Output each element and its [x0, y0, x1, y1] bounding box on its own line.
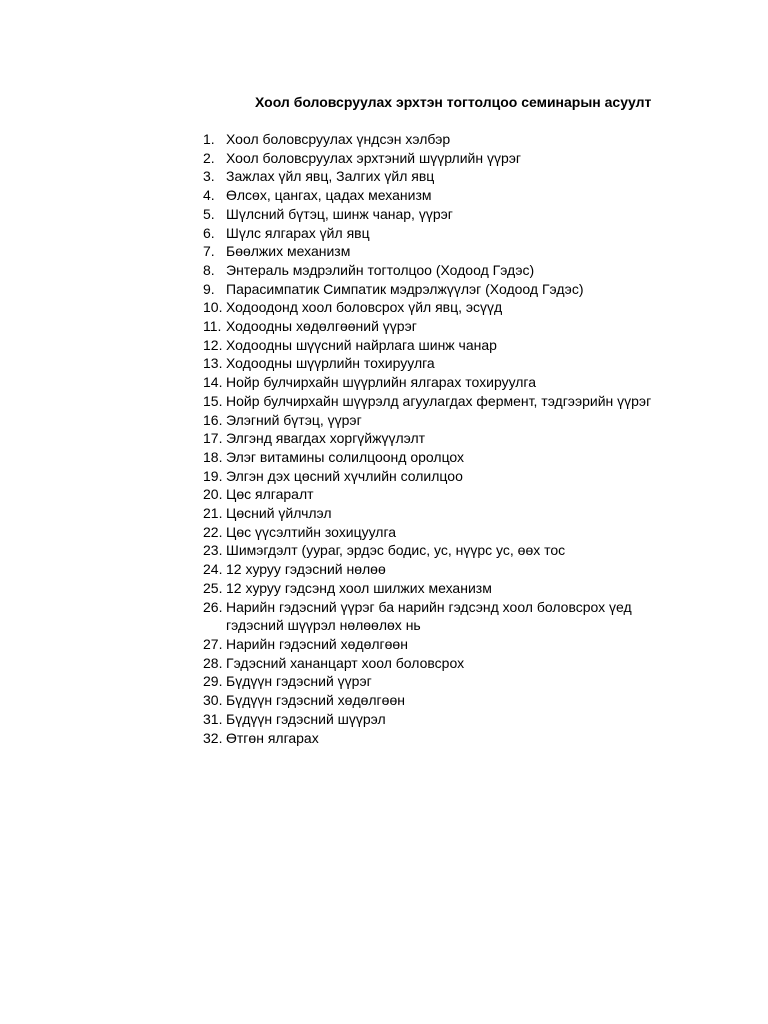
question-row: [203, 560, 651, 579]
question-item: [203, 298, 651, 317]
question-row: [203, 186, 651, 205]
question-row: [203, 280, 651, 299]
question-row: [203, 485, 651, 504]
question-text: Парасимпатик Симпатик мэдрэлжүүлэг (Ходоод Гэдэс): [226, 280, 584, 297]
question-text: Цөсний үйлчлэл: [226, 505, 332, 522]
question-row: [203, 130, 651, 149]
question-number: 4.: [203, 187, 215, 204]
question-text: Ходоодны шүүсний найрлага шинж чанар: [226, 336, 497, 353]
question-number: 14.: [203, 374, 223, 391]
question-row: [203, 261, 651, 280]
question-item: [203, 336, 651, 355]
question-row: [203, 167, 651, 186]
question-row: [203, 729, 651, 748]
question-number: 29.: [203, 673, 223, 690]
question-row: [203, 149, 651, 168]
question-text: Нарийн гэдэсний үүрэг ба нарийн гэдсэнд хоол боловсрох үед: [226, 598, 632, 615]
question-item: [203, 560, 651, 579]
question-row: [203, 354, 651, 373]
question-row: [203, 448, 651, 467]
question-row: [203, 504, 651, 523]
question-text: Өлсөх, цангах, цадах механизм: [226, 187, 432, 204]
question-item: [203, 411, 651, 430]
question-item: [203, 598, 651, 635]
question-row: [203, 691, 651, 710]
question-text: Цөс үүсэлтийн зохицуулга: [226, 523, 397, 540]
question-item: [203, 186, 651, 205]
question-number: 12.: [203, 336, 223, 353]
question-row: [203, 242, 651, 261]
question-number: 8.: [203, 261, 215, 278]
question-row: [203, 523, 651, 542]
question-text: Нарийн гэдэсний хөдөлгөөн: [226, 635, 408, 652]
question-number: 15.: [203, 392, 223, 409]
question-text: Нойр булчирхайн шүүрлийн ялгарах тохируулга: [226, 374, 537, 391]
question-row: [203, 541, 651, 560]
question-number: 6.: [203, 224, 215, 241]
question-item: [203, 523, 651, 542]
question-row: [203, 654, 651, 673]
question-item: [203, 373, 651, 392]
question-number: 32.: [203, 729, 223, 746]
question-number: 3.: [203, 168, 215, 185]
question-text: Шүлсний бүтэц, шинж чанар, үүрэг: [226, 205, 453, 222]
question-text: Хоол боловсруулах үндсэн хэлбэр: [226, 131, 451, 147]
question-item: [203, 261, 651, 280]
question-number: 16.: [203, 411, 223, 428]
question-item: [203, 149, 651, 168]
question-row: [203, 224, 651, 243]
question-number: 24.: [203, 561, 223, 578]
question-row: [203, 429, 651, 448]
question-item: [203, 392, 651, 411]
question-number: 23.: [203, 542, 223, 559]
question-text: Ходоодны шүүрлийн тохируулга: [226, 355, 435, 372]
question-number: 11.: [203, 318, 222, 335]
question-text: 12 хуруу гэдэсний нөлөө: [226, 561, 386, 578]
question-text: Нойр булчирхайн шүүрэлд агуулагдах фермент, тэдгээрийн үүрэг: [226, 392, 652, 409]
question-item: [203, 448, 651, 467]
question-text: Цөс ялгаралт: [226, 486, 314, 503]
page-title: Хоол боловсруулах эрхтэн тогтолцоо семинарын асуулт: [255, 94, 652, 110]
question-item: [203, 579, 651, 598]
question-number: 31.: [203, 710, 223, 727]
question-number: 25.: [203, 579, 223, 596]
question-number: 2.: [203, 149, 215, 166]
question-text: Өтгөн ялгарах: [226, 729, 319, 746]
question-number: 17.: [203, 430, 223, 447]
question-text: Ходоодонд хоол боловсрох үйл явц, эсүүд: [226, 299, 503, 316]
question-number: 26.: [203, 598, 223, 615]
question-text: Ходоодны хөдөлгөөний үүрэг: [226, 318, 417, 335]
question-item: [203, 205, 651, 224]
question-item: [203, 280, 651, 299]
question-text: Энтераль мэдрэлийн тогтолцоо (Ходоод Гэдэс): [226, 261, 535, 278]
question-number: 27.: [203, 635, 223, 652]
question-text: Хоол боловсруулах эрхтэний шүүрлийн үүрэг: [226, 149, 521, 166]
question-text: Бөөлжих механизм: [226, 243, 351, 260]
question-item: [203, 672, 651, 691]
question-number: 5.: [203, 205, 215, 222]
question-item: [203, 130, 651, 149]
question-text: Шимэгдэлт (уураг, эрдэс бодис, ус, нүүрс ус, өөх тос: [226, 542, 566, 559]
question-number: 7.: [203, 243, 215, 260]
question-item: [203, 541, 651, 560]
question-number: 18.: [203, 448, 223, 465]
question-row: [203, 672, 651, 691]
question-number: 20.: [203, 486, 223, 503]
question-item: [203, 654, 651, 673]
question-item: [203, 242, 651, 261]
question-text: Элгэнд явагдах хоргүйжүүлэлт: [226, 430, 426, 447]
question-text: Зажлах үйл явц, Залгих үйл явц: [226, 168, 435, 185]
question-row: [203, 598, 651, 617]
question-row: [203, 411, 651, 430]
question-row: [203, 205, 651, 224]
question-row: [203, 317, 651, 336]
question-number: 13.: [203, 355, 223, 372]
question-text: Элэг витамины солилцоонд оролцох: [226, 448, 465, 465]
question-row: [203, 336, 651, 355]
question-text: Гэдэсний хананцарт хоол боловсрох: [226, 654, 465, 671]
question-item: [203, 317, 651, 336]
question-number: 1.: [203, 131, 215, 147]
question-number: 10.: [203, 299, 223, 316]
question-item: [203, 224, 651, 243]
question-text-continuation: гэдэсний шүүрэл нөлөөлөх нь: [226, 617, 421, 634]
question-text: 12 хуруу гэдсэнд хоол шилжих механизм: [226, 579, 492, 596]
question-number: 30.: [203, 692, 223, 709]
question-row: [203, 298, 651, 317]
question-row: [203, 373, 651, 392]
question-item: [203, 485, 651, 504]
question-item: [203, 691, 651, 710]
question-number: 22.: [203, 523, 223, 540]
question-text: Элэгний бүтэц, үүрэг: [226, 411, 362, 428]
question-item: [203, 635, 651, 654]
question-text: Бүдүүн гэдэсний хөдөлгөөн: [226, 692, 405, 709]
question-row: [203, 392, 651, 411]
question-text: Элгэн дэх цөсний хүчлийн солилцоо: [226, 467, 463, 484]
question-row: [203, 710, 651, 729]
question-row: [203, 579, 651, 598]
question-item: [203, 729, 651, 748]
question-number: 21.: [203, 505, 223, 522]
question-text: Бүдүүн гэдэсний үүрэг: [226, 673, 372, 690]
question-number: 9.: [203, 280, 215, 297]
question-item: [203, 467, 651, 486]
question-item: [203, 354, 651, 373]
question-item: [203, 429, 651, 448]
question-text: Шүлс ялгарах үйл явц: [226, 224, 370, 241]
question-item: [203, 167, 651, 186]
question-text: Бүдүүн гэдэсний шүүрэл: [226, 710, 386, 727]
question-row: [203, 635, 651, 654]
question-number: 19.: [203, 467, 223, 484]
question-row: [203, 467, 651, 486]
question-list: [203, 130, 651, 747]
question-number: 28.: [203, 654, 223, 671]
question-item: [203, 710, 651, 729]
question-item: [203, 504, 651, 523]
